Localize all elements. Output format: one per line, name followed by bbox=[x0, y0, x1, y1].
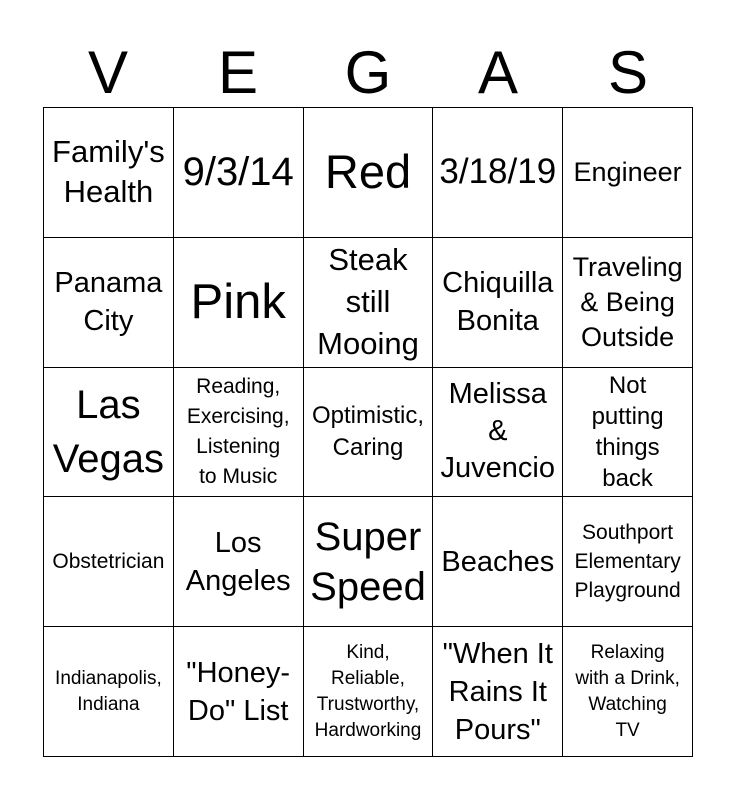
bingo-cell-r4c2[interactable] bbox=[174, 497, 304, 627]
cell-text: Optimistic, Caring bbox=[311, 401, 424, 461]
cell-text: Reading, Exercising, Listening to Music bbox=[186, 374, 290, 488]
cell-text: 9/3/14 bbox=[182, 150, 294, 195]
cell-text: "When It Rains It Pours" bbox=[442, 637, 553, 746]
bingo-cell-r5c2[interactable] bbox=[174, 627, 304, 757]
bingo-header bbox=[43, 38, 693, 108]
cell-text: Las Vegas bbox=[52, 382, 164, 481]
bingo-cell-r1c1[interactable] bbox=[44, 108, 174, 238]
bingo-board bbox=[43, 107, 693, 757]
cell-text: 3/18/19 bbox=[439, 152, 557, 192]
bingo-cell-r5c5[interactable] bbox=[563, 627, 693, 757]
bingo-cell-r2c1[interactable] bbox=[44, 238, 174, 368]
cell-text: Southport Elementary Playground bbox=[574, 521, 681, 603]
header-letter-a: A bbox=[477, 39, 519, 106]
bingo-cell-r4c1[interactable] bbox=[44, 497, 174, 627]
bingo-cell-r2c2[interactable] bbox=[174, 238, 304, 368]
cell-text: Indianapolis, Indiana bbox=[55, 667, 162, 715]
header-letter-s: S bbox=[607, 39, 649, 106]
bingo-cell-r4c5[interactable] bbox=[563, 497, 693, 627]
cell-text: Steak still Mooing bbox=[317, 242, 419, 362]
cell-text: Beaches bbox=[441, 545, 555, 578]
cell-text: Family's Health bbox=[52, 134, 165, 210]
bingo-cell-r4c3[interactable] bbox=[304, 497, 434, 627]
bingo-cell-r3c3[interactable] bbox=[304, 368, 434, 498]
bingo-cell-r3c5[interactable] bbox=[563, 368, 693, 498]
cell-text: Los Angeles bbox=[185, 526, 291, 597]
cell-text: "Honey- Do" List bbox=[186, 656, 291, 727]
bingo-cell-r3c4[interactable] bbox=[433, 368, 563, 498]
bingo-cell-r2c3[interactable] bbox=[304, 238, 434, 368]
bingo-cell-r5c4[interactable] bbox=[433, 627, 563, 757]
bingo-cell-r2c5[interactable] bbox=[563, 238, 693, 368]
cell-text: Pink bbox=[190, 275, 286, 330]
bingo-cell-r4c4[interactable] bbox=[433, 497, 563, 627]
cell-text: Super Speed bbox=[310, 514, 426, 609]
cell-text: Relaxing with a Drink, Watching TV bbox=[575, 641, 680, 741]
bingo-cell-r2c4[interactable] bbox=[433, 238, 563, 368]
bingo-cell-r5c1[interactable] bbox=[44, 627, 174, 757]
cell-text: Red bbox=[324, 145, 412, 199]
bingo-cell-r3c2[interactable] bbox=[174, 368, 304, 498]
cell-text: Panama City bbox=[54, 267, 163, 338]
cell-text: Melissa & Juvencio bbox=[440, 378, 556, 485]
header-letter-e: E bbox=[217, 39, 259, 106]
bingo-cell-r1c4[interactable] bbox=[433, 108, 563, 238]
header-letter-g: G bbox=[344, 39, 392, 106]
cell-text: Not putting things back bbox=[591, 371, 664, 492]
cell-text: Engineer bbox=[573, 157, 682, 188]
bingo-cell-r3c1[interactable] bbox=[44, 368, 174, 498]
cell-text: Obstetrician bbox=[52, 550, 165, 574]
bingo-cell-r5c3[interactable] bbox=[304, 627, 434, 757]
bingo-cell-r1c5[interactable] bbox=[563, 108, 693, 238]
header-letter-v: V bbox=[87, 39, 129, 106]
cell-text: Chiquilla Bonita bbox=[442, 267, 554, 338]
cell-text: Traveling & Being Outside bbox=[572, 251, 683, 352]
bingo-cell-r1c2[interactable] bbox=[174, 108, 304, 238]
cell-text: Kind, Reliable, Trustworthy, Hardworking bbox=[314, 641, 422, 741]
bingo-cell-r1c3[interactable] bbox=[304, 108, 434, 238]
